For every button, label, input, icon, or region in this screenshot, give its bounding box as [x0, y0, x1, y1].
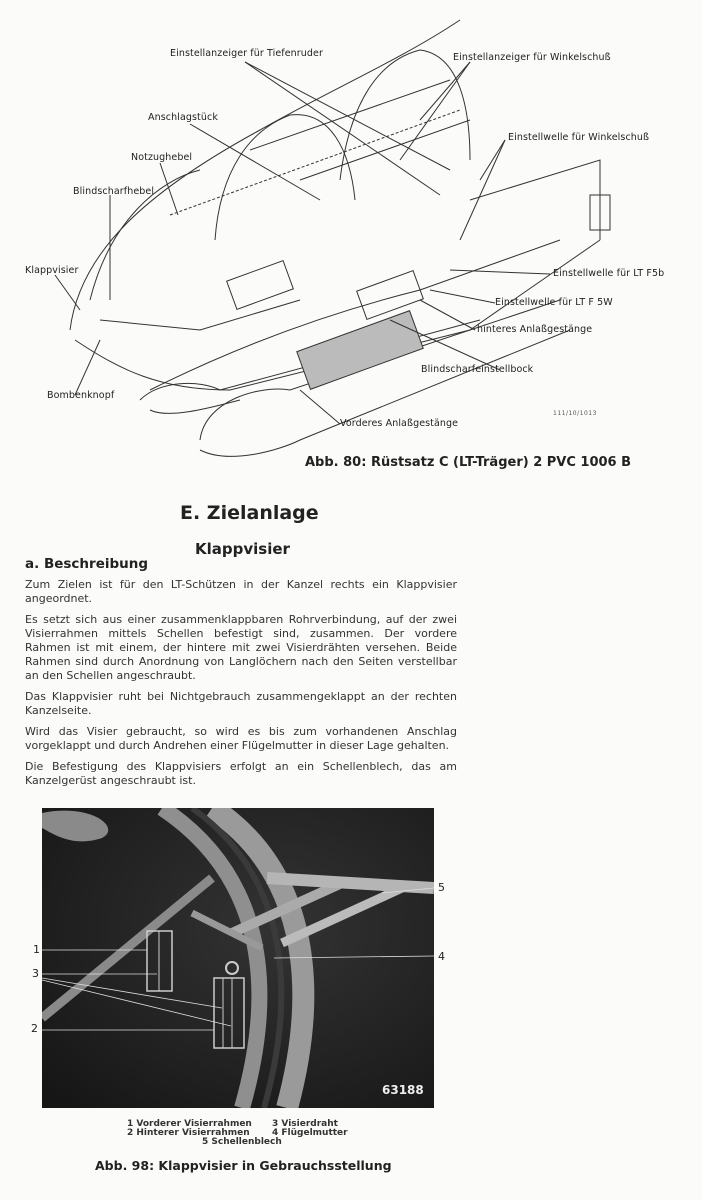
callout-4: 4	[438, 950, 445, 963]
subsection-heading: a. Beschreibung	[25, 556, 149, 572]
label-notzughebel: Notzughebel	[131, 152, 193, 163]
legend-item: 1 Vorderer Visierrahmen	[127, 1119, 252, 1129]
legend-item: 2 Hinterer Visierrahmen	[127, 1128, 250, 1138]
paragraph: Es setzt sich aus einer zusammenklappbaren Rohrverbindung, auf der zwei Visierrahmen mittels Schellen befestigt sind, zusammen. Der vordere Rahmen ist mit einem, der hintere mit zwei Visierdrähten versehen. Beide Rahmen sind durch Anordnung von Langlöchern nach den Seiten verstellbar an den Schellen angeschraubt.	[25, 613, 457, 682]
paragraph: Die Befestigung des Klappvisiers erfolgt an ein Schellenblech, das am Kanzelgerüst angeschraubt ist.	[25, 760, 457, 787]
aircraft-nose-line-drawing	[0, 0, 702, 480]
callout-2: 2	[31, 1022, 38, 1035]
klappvisier-photo-illustration	[42, 808, 434, 1108]
figure-98-caption: Abb. 98: Klappvisier in Gebrauchsstellung	[95, 1158, 392, 1173]
legend-item: 3 Visierdraht	[272, 1119, 338, 1129]
label-einstellwelle-lt-f5w: Einstellwelle für LT F 5W	[495, 297, 613, 308]
label-klappvisier: Klappvisier	[25, 265, 79, 276]
label-blindscharfhebel: Blindscharfhebel	[73, 186, 155, 197]
description-body	[25, 578, 457, 795]
figure-80-diagram	[0, 0, 702, 480]
section-subtitle: Klappvisier	[195, 540, 290, 558]
legend-item: 4 Flügelmutter	[272, 1128, 348, 1138]
label-blindscharfeinstellbock: Blindscharfeinstellbock	[421, 364, 534, 375]
paragraph: Wird das Visier gebraucht, so wird es bis zum vorhandenen Anschlag vorgeklappt und durch Andrehen einer Flügelmutter in dieser Lage gehalten.	[25, 725, 457, 752]
callout-5: 5	[438, 881, 445, 894]
callout-1: 1	[33, 943, 40, 956]
paragraph: Das Klappvisier ruht bei Nichtgebrauch zusammengeklappt an der rechten Kanzelseite.	[25, 690, 457, 717]
label-bombenknopf: Bombenknopf	[47, 390, 115, 401]
figure-80-caption: Abb. 80: Rüstsatz C (LT-Träger) 2 PVC 1006 B	[305, 455, 632, 470]
section-title: E. Zielanlage	[180, 502, 319, 524]
label-einstellwelle-lt-f5b: Einstellwelle für LT F5b	[553, 268, 665, 279]
label-einstellanzeiger-tiefenruder: Einstellanzeiger für Tiefenruder	[170, 48, 323, 59]
label-einstellanzeiger-winkelschuss: Einstellanzeiger für Winkelschuß	[453, 52, 611, 63]
label-vorderes-anlassgestaenge: Vorderes Anlaßgestänge	[340, 418, 459, 429]
photo-number: 63188	[382, 1083, 424, 1097]
legend-item: 5 Schellenblech	[202, 1137, 282, 1147]
callout-3: 3	[32, 967, 39, 980]
label-anschlagstueck: Anschlagstück	[148, 112, 218, 123]
figure-98-photo	[42, 808, 434, 1108]
paragraph: Zum Zielen ist für den LT-Schützen in der Kanzel rechts ein Klappvisier angeordnet.	[25, 578, 457, 605]
drawing-reference-number: 111/10/1013	[553, 410, 597, 417]
label-einstellwelle-winkelschuss: Einstellwelle für Winkelschuß	[508, 132, 650, 143]
label-hinteres-anlassgestaenge: hinteres Anlaßgestänge	[477, 324, 593, 335]
